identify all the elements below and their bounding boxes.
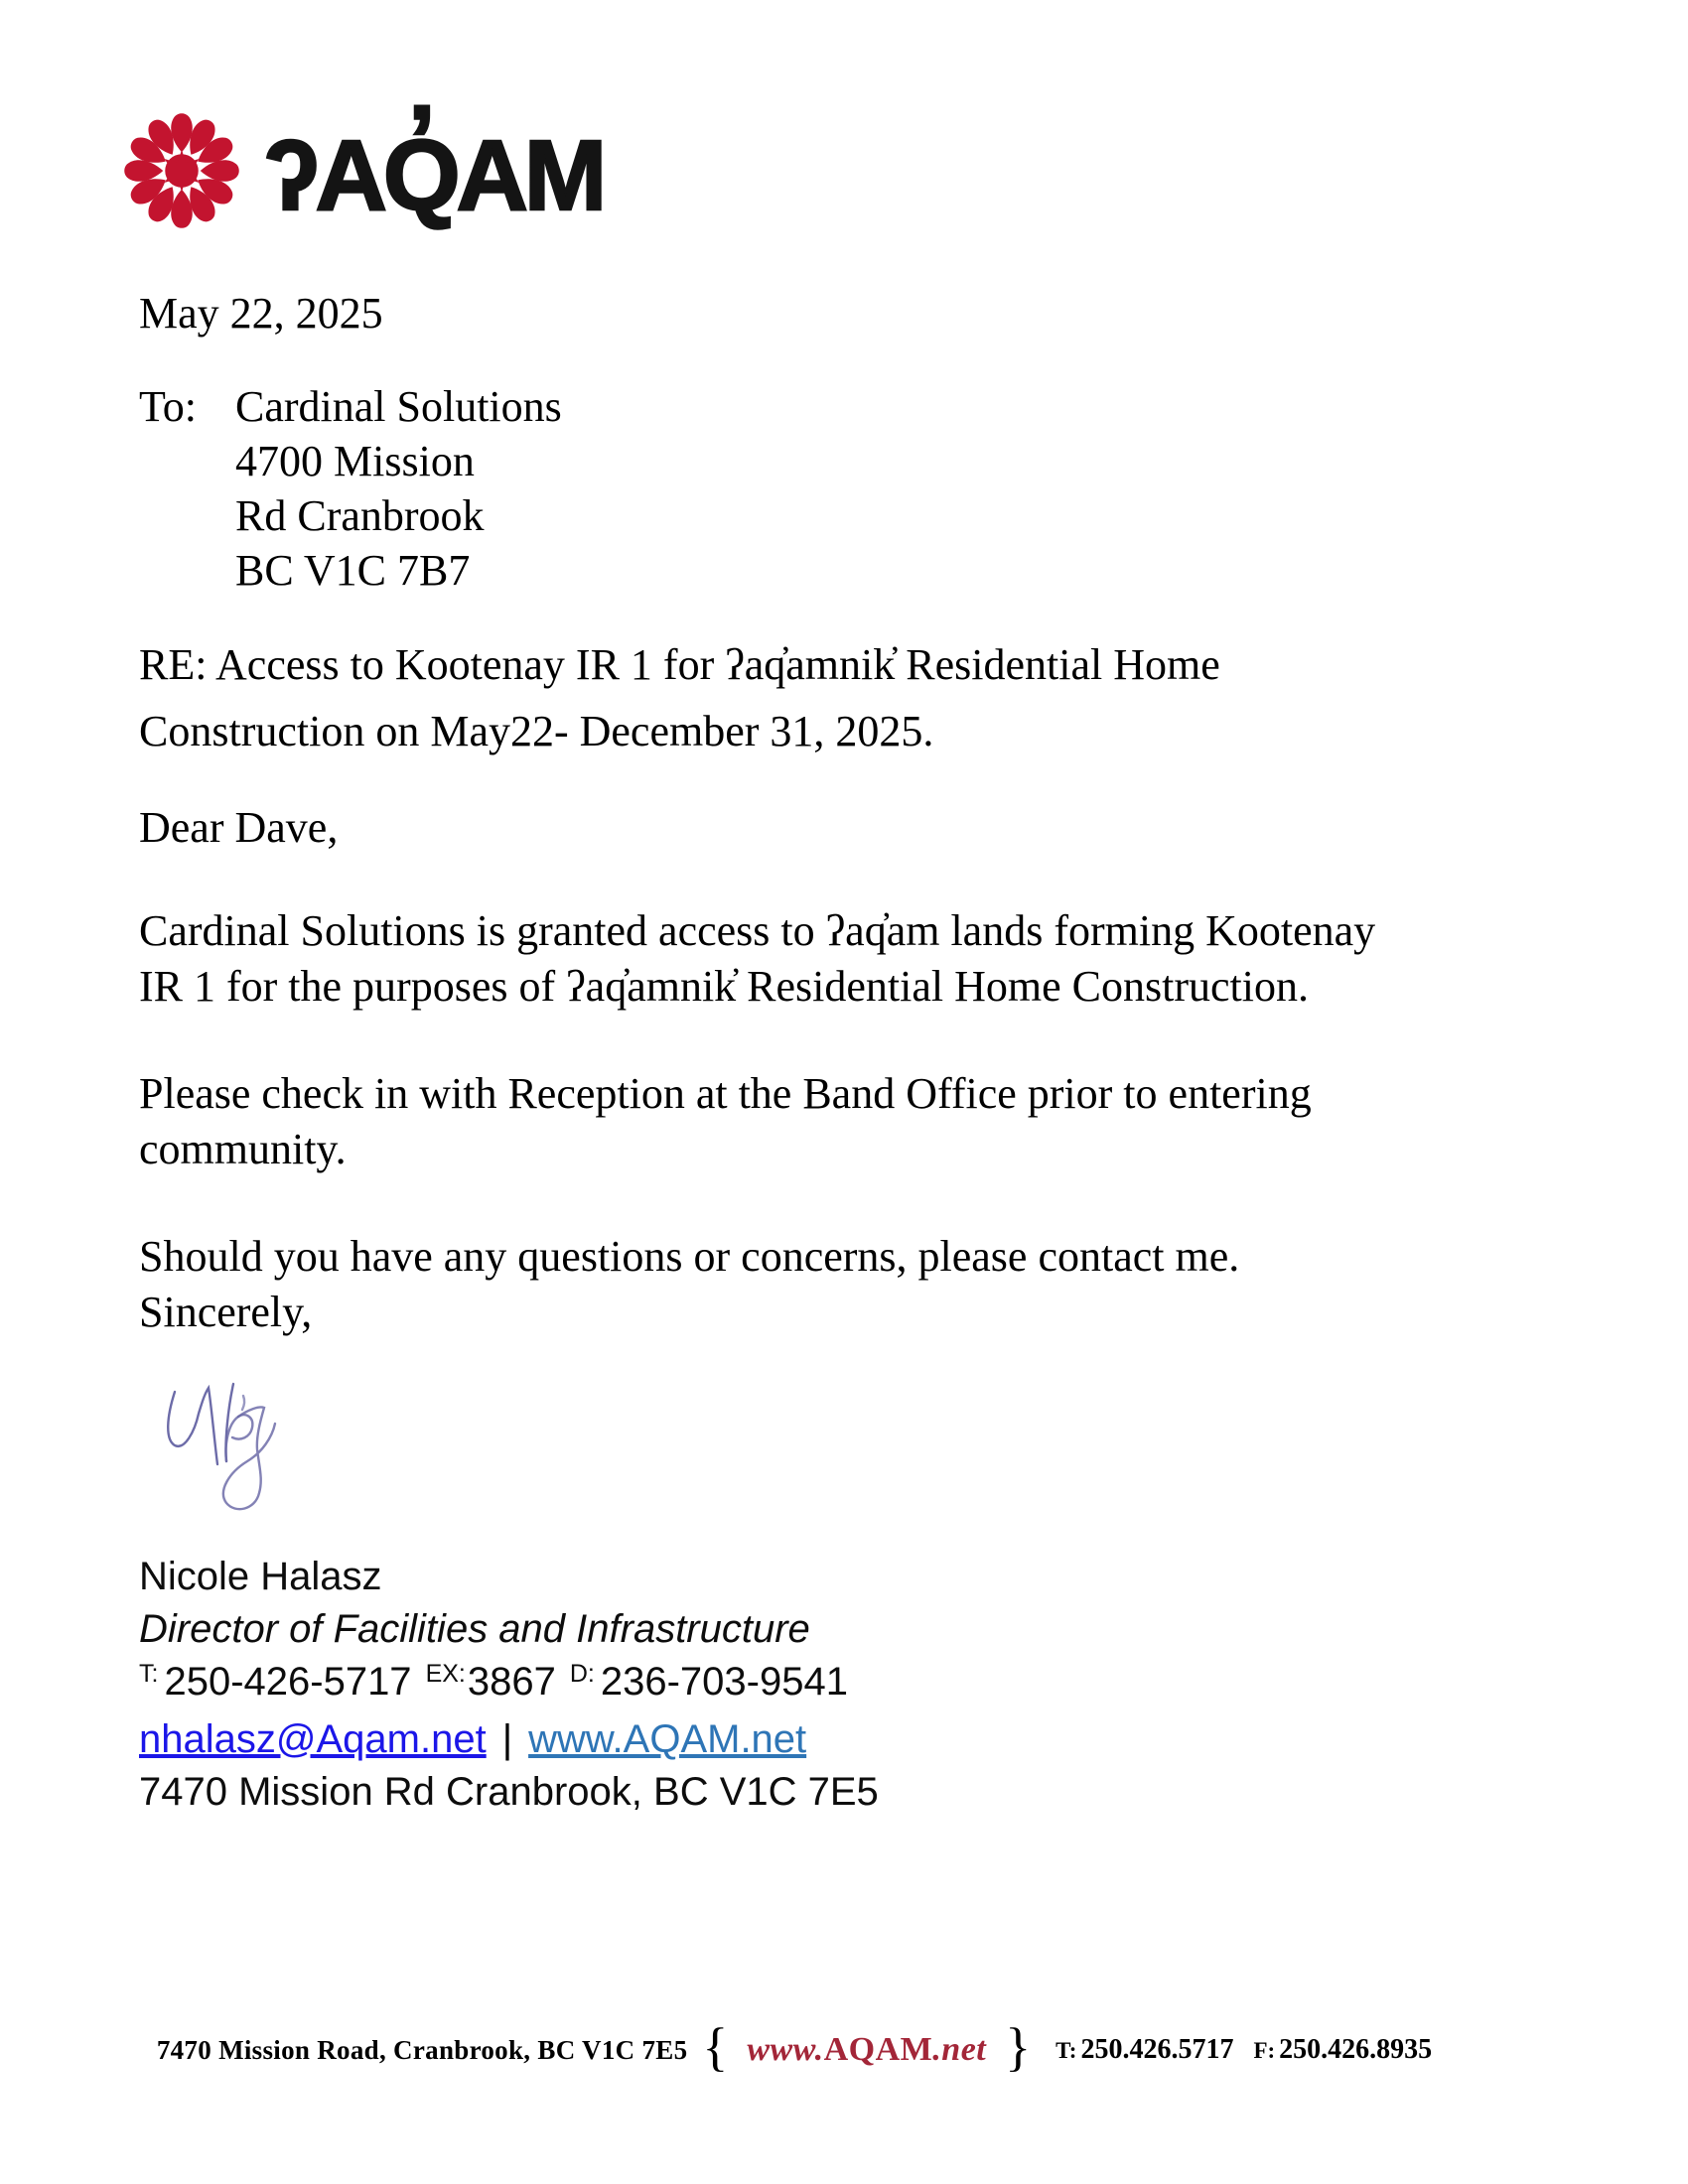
phone-d-number: 236-703-9541 — [600, 1660, 848, 1704]
signer-name: Nicole Halasz — [139, 1555, 382, 1598]
phone-ex-label: EX: — [425, 1660, 466, 1688]
footer-phone-fax — [1055, 2034, 1432, 2066]
phone-d-label: D: — [569, 1660, 595, 1688]
recipient-address — [235, 379, 562, 598]
signer-contact-block — [139, 1551, 879, 1819]
link-separator: | — [501, 1717, 513, 1761]
footer-address: 7470 Mission Road, Cranbrook, BC V1C 7E5 — [156, 2034, 688, 2065]
signer-links-line — [139, 1713, 879, 1766]
handwritten-signature-image — [117, 1362, 336, 1531]
p2-line-2: community. — [139, 1125, 347, 1173]
body-paragraph-1 — [139, 903, 1599, 1015]
phone-t-label: T: — [139, 1660, 159, 1688]
footer-tel-label: T: — [1055, 2038, 1077, 2063]
email-link[interactable]: nhalasz@Aqam.net — [139, 1717, 487, 1761]
recipient-name: Cardinal Solutions — [235, 382, 562, 431]
footer-close-brace: } — [1005, 2017, 1032, 2077]
footer-tel-number: 250.426.5717 — [1080, 2034, 1234, 2065]
subject-line-1: RE: Access to Kootenay IR 1 for ʔaq̓amnik̓ Residential Home — [139, 640, 1220, 689]
p1-line-1: Cardinal Solutions is granted access to ʔaq̓am lands forming Kootenay — [139, 906, 1376, 955]
recipient-postal: BC V1C 7B7 — [235, 546, 471, 595]
phone-ex-number: 3867 — [467, 1660, 556, 1704]
subject-line-2: Construction on May22- December 31, 2025. — [139, 707, 934, 755]
page-footer — [30, 2017, 1559, 2077]
subject-line — [139, 631, 1599, 764]
footer-website-www: www. — [747, 2031, 824, 2068]
website-link[interactable]: www.AQAM.net — [528, 1717, 807, 1761]
signer-address: 7470 Mission Rd Cranbrook, BC V1C 7E5 — [139, 1770, 879, 1814]
p3-line-1: Should you have any questions or concerns, please contact me. — [139, 1232, 1240, 1281]
letterhead — [115, 101, 603, 240]
body-paragraph-2 — [139, 1066, 1599, 1177]
footer-open-brace: { — [702, 2017, 729, 2077]
recipient-block — [139, 379, 1599, 598]
signer-phone-line — [139, 1656, 879, 1713]
to-label: To: — [139, 382, 198, 431]
letter-date: May 22, 2025 — [139, 289, 383, 338]
p2-line-1: Please check in with Reception at the Band Office prior to entering — [139, 1069, 1312, 1118]
footer-website-name: AQAM — [823, 2031, 933, 2068]
footer-fax-label: F: — [1253, 2038, 1276, 2063]
closing: Sincerely, — [139, 1288, 313, 1336]
footer-website-tld: .net — [932, 2031, 987, 2068]
logo-wordmark: ʔAQ̓AM — [264, 120, 604, 231]
footer-website — [747, 2031, 986, 2069]
recipient-city: Rd Cranbrook — [235, 491, 485, 540]
salutation: Dear Dave, — [139, 803, 339, 852]
footer-fax-number: 250.426.8935 — [1279, 2034, 1433, 2065]
aqam-flower-logo-icon — [115, 101, 248, 240]
signer-title: Director of Facilities and Infrastructure — [139, 1607, 810, 1651]
body-paragraph-3 — [139, 1229, 1599, 1340]
recipient-street: 4700 Mission — [235, 437, 475, 485]
phone-t-number: 250-426-5717 — [164, 1660, 412, 1704]
p1-line-2: IR 1 for the purposes of ʔaq̓amnik̓ Residential Home Construction. — [139, 962, 1309, 1011]
